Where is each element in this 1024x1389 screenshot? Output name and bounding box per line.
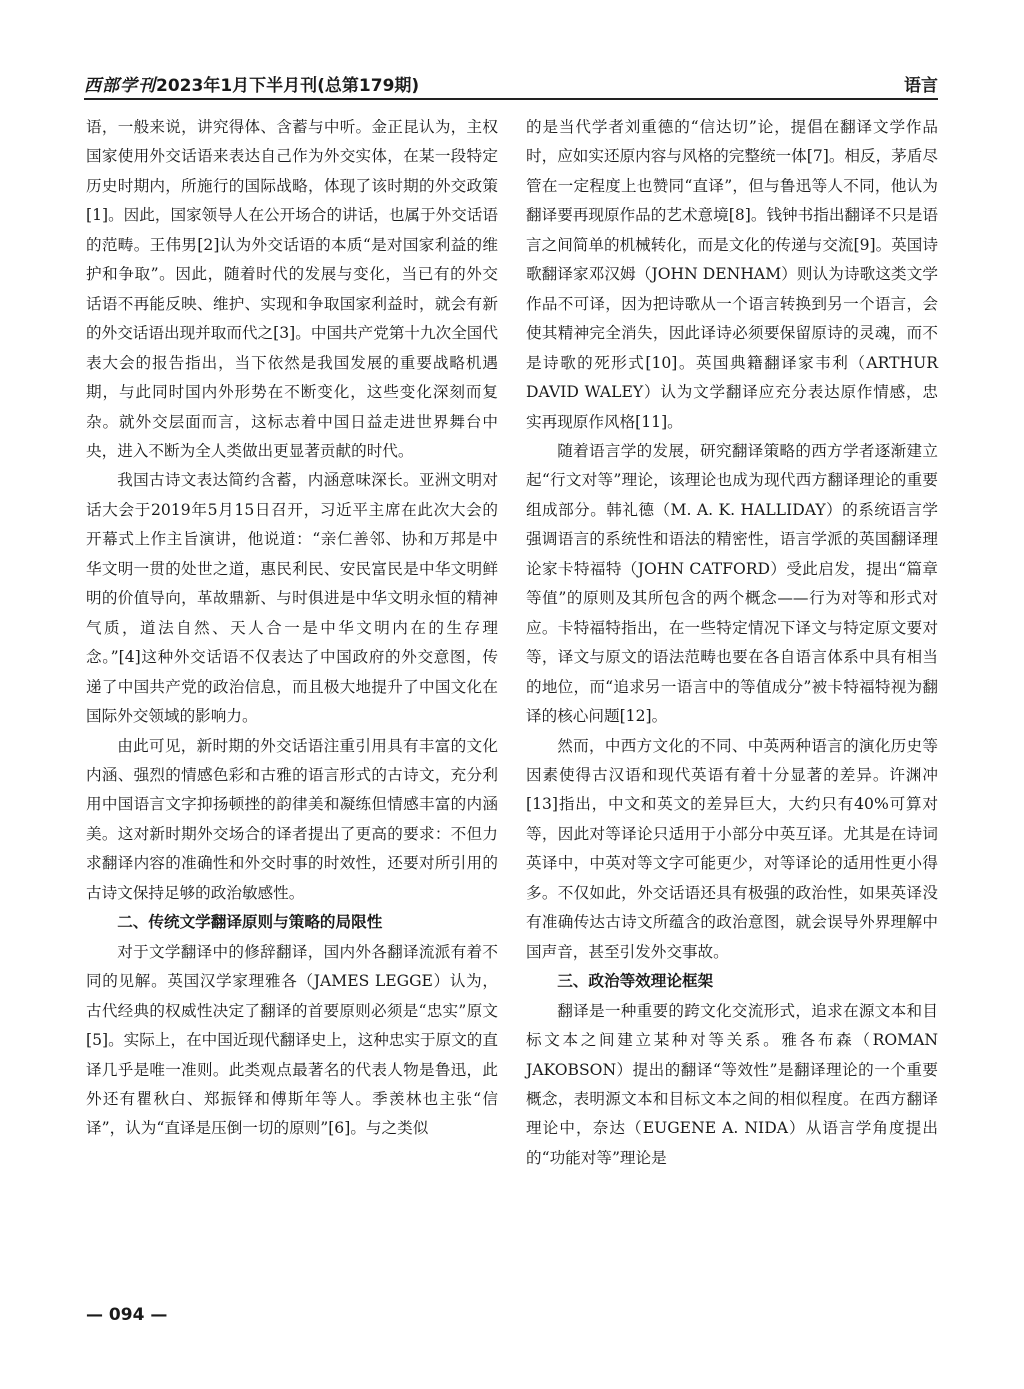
paragraph: 翻译是一种重要的跨文化交流形式，追求在源文本和目标文本之间建立某种对等关系。雅各布森（ROMAN JAKOBSON）提出的翻译“等效性”是翻译理论的一个重要概念，表明源文本和目标文本之间的相似程度。在西方翻译理论中，奈达（EUGENE A. NIDA）从语言学角度提出的“功能对等”理论是	[526, 1001, 938, 1167]
page-number: — 094 —	[86, 1305, 168, 1325]
page-header	[84, 70, 938, 98]
section-name: 语言	[904, 76, 938, 96]
paragraph: 随着语言学的发展，研究翻译策略的西方学者逐渐建立起“行文对等”理论，该理论也成为现代西方翻译理论的重要组成部分。韩礼德（M. A. K. HALLIDAY）的系统语言学强调语言的系统性和语法的精密性，语言学派的英国翻译理论家卡特福特（JOHN CATFORD）受此启发，提出“篇章等值”的原则及其所包含的两个概念——行为对等和形式对应。卡特福特指出，在一些特定情况下译文与特定原文要对等，译文与原文的语法范畴也要在各自语言体系中具有相当的地位，而“追求另一语言中的等值成分”被卡特福特视为翻译的核心问题[12]。	[526, 441, 938, 726]
section-heading: 二、传统文学翻译原则与策略的局限性	[117, 913, 383, 932]
issue-info: 2023年1月下半月刊(总第179期)	[156, 76, 420, 96]
left-column	[86, 113, 498, 1144]
header-rule	[84, 98, 938, 100]
right-column	[526, 113, 938, 1173]
section-heading: 三、政治等效理论框架	[557, 972, 714, 991]
paragraph: 然而，中西方文化的不同、中英两种语言的演化历史等因素使得古汉语和现代英语有着十分显著的差异。许渊冲[13]指出，中文和英文的差异巨大，大约只有40%可算对等，因此对等译论只适用于小部分中英互译。尤其是在诗词英译中，中英对等文字可能更少，对等译论的适用性更小得多。不仅如此，外交话语还具有极强的政治性，如果英译没有准确传达古诗文所蕴含的政治意图，就会误导外界理解中国声音，甚至引发外交事故。	[526, 736, 938, 961]
paragraph: 的是当代学者刘重德的“信达切”论，提倡在翻译文学作品时，应如实还原内容与风格的完整统一体[7]。相反，茅盾尽管在一定程度上也赞同“直译”，但与鲁迅等人不同，他认为翻译要再现原作品的艺术意境[8]。钱钟书指出翻译不只是语言之间简单的机械转化，而是文化的传递与交流[9]。英国诗歌翻译家邓汉姆（JOHN DENHAM）则认为诗歌这类文学作品不可译，因为把诗歌从一个语言转换到另一个语言，会使其精神完全消失，因此译诗必须要保留原诗的灵魂，而不是诗歌的死形式[10]。英国典籍翻译家韦利（ARTHUR DAVID WALEY）认为文学翻译应充分表达原作情感，忠实再现原作风格[11]。	[526, 118, 938, 431]
paragraph: 对于文学翻译中的修辞翻译，国内外各翻译流派有着不同的见解。英国汉学家理雅各（JAMES LEGGE）认为，古代经典的权威性决定了翻译的首要原则必须是“忠实”原文[5]。实际上，在中国近现代翻译史上，这种忠实于原文的直译几乎是唯一准则。此类观点最著名的代表人物是鲁迅，此外还有瞿秋白、郑振铎和傅斯年等人。季羡林也主张“信译”，认为“直译是压倒一切的原则”[6]。与之类似	[86, 942, 498, 1138]
journal-logo: 西部学刊	[84, 76, 156, 96]
paragraph: 语，一般来说，讲究得体、含蓄与中听。金正昆认为，主权国家使用外交话语来表达自己作为外交实体，在某一段特定历史时期内，所施行的国际战略，体现了该时期的外交政策[1]。因此，国家领导人在公开场合的讲话，也属于外交话语的范畴。王伟男[2]认为外交话语的本质“是对国家利益的维护和争取”。因此，随着时代的发展与变化，当已有的外交话语不再能反映、维护、实现和争取国家利益时，就会有新的外交话语出现并取而代之[3]。中国共产党第十九次全国代表大会的报告指出，当下依然是我国发展的重要战略机遇期，与此同时国内外形势在不断变化，这些变化深刻而复杂。就外交层面而言，这标志着中国日益走进世界舞台中央，进入不断为全人类做出更显著贡献的时代。	[86, 118, 498, 460]
paragraph: 我国古诗文表达简约含蓄，内涵意味深长。亚洲文明对话大会于2019年5月15日召开，习近平主席在此次大会的开幕式上作主旨演讲，他说道：“亲仁善邻、协和万邦是中华文明一贯的处世之道，惠民利民、安民富民是中华文明鲜明的价值导向，革故鼎新、与时俱进是中华文明永恒的精神气质，道法自然、天人合一是中华文明内在的生存理念。”[4]这种外交话语不仅表达了中国政府的外交意图，传递了中国共产党的政治信息，而且极大地提升了中国文化在国际外交领域的影响力。	[86, 471, 498, 726]
paragraph: 由此可见，新时期的外交话语注重引用具有丰富的文化内涵、强烈的情感色彩和古雅的语言形式的古诗文，充分利用中国语言文字抑扬顿挫的韵律美和凝练但情感丰富的内涵美。这对新时期外交场合的译者提出了更高的要求：不但力求翻译内容的准确性和外交时事的时效性，还要对所引用的古诗文保持足够的政治敏感性。	[86, 736, 498, 902]
